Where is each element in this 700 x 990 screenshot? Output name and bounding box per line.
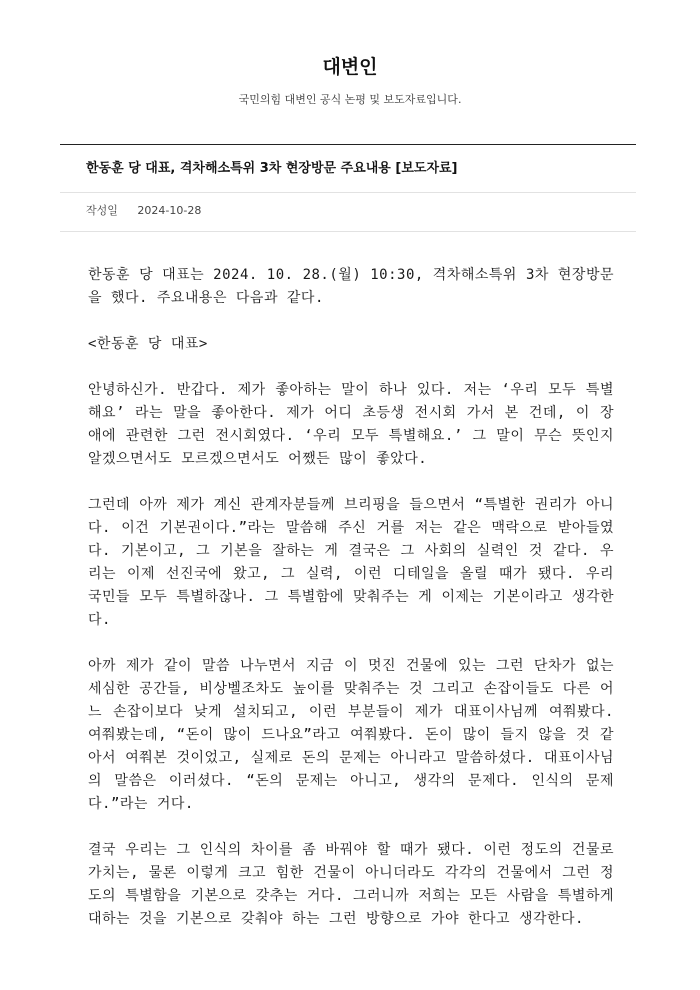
body-paragraph: 안녕하신가. 반갑다. 제가 좋아하는 말이 하나 있다. 저는 ‘우리 모두 특별해요’ 라는 말을 좋아한다. 제가 어디 초등생 전시회 가서 본 건데, 이 장애에 관련한 그런 전시회였다. ‘우리 모두 특별해요.’ 그 말이 무슨 뜻인지 알겠으면서도 모르겠으면서도 어쨌든 많이 좋았다. xyxy=(88,382,614,467)
date-label: 작성일 xyxy=(86,204,118,217)
post-meta xyxy=(86,203,201,219)
meta-divider-top xyxy=(60,192,636,193)
meta-divider-bottom xyxy=(60,231,636,232)
body-paragraph: <한동훈 당 대표> xyxy=(88,336,208,352)
site-header xyxy=(0,0,700,107)
site-title[interactable]: 대변인 xyxy=(322,56,378,78)
body-paragraph: 아까 제가 같이 말씀 나누면서 지금 이 멋진 건물에 있는 그런 단차가 없는 세심한 공간들, 비상벨조차도 높이를 맞춰주는 것 그리고 손잡이들도 다른 어느 손잡이보다 낮게 설치되고, 이런 부분들이 제가 대표이사님께 여쭤봤다. 여쭤봤는데, “돈이 많이 드나요”라고 여쭤봤다. 돈이 많이 들지 않을 것 같아서 여쭤본 것이었고, 실제로 돈의 문제는 아니라고 말씀하셨다. 대표이사님의 말씀은 이러셨다. “돈의 문제는 아니고, 생각의 문제다. 인식의 문제다.”라는 거다. xyxy=(88,658,614,812)
body-paragraph: 한동훈 당 대표는 2024. 10. 28.(월) 10:30, 격차해소특위 3차 현장방문을 했다. 주요내용은 다음과 같다. xyxy=(88,267,614,306)
body-paragraph: 그런데 아까 제가 계신 관계자분들께 브리핑을 들으면서 “특별한 권리가 아니다. 이건 기본권이다.”라는 말씀해 주신 거를 저는 같은 맥락으로 받아들였다. 기본이고, 그 기본을 잘하는 게 결국은 그 사회의 실력인 것 같다. 우리는 이제 선진국에 왔고, 그 실력, 이런 디테일을 올릴 때가 됐다. 우리 국민들 모두 특별하잖나. 그 특별함에 맞춰주는 게 이제는 기본이라고 생각한다. xyxy=(88,497,614,628)
post-date: 2024-10-28 xyxy=(137,204,202,217)
body-paragraph: 결국 우리는 그 인식의 차이를 좀 바꿔야 할 때가 됐다. 이런 정도의 건물로 가치는, 물론 이렇게 크고 힘한 건물이 아니더라도 각각의 건물에서 그런 정도의 특별함을 기본으로 갖추는 거다. 그러니까 저희는 모든 사람을 특별하게 대하는 것을 기본으로 갖춰야 하는 그런 방향으로 가야 한다고 생각한다. xyxy=(88,842,614,927)
site-description: 국민의힘 대변인 공식 논평 및 보도자료입니다. xyxy=(238,93,462,106)
header-divider xyxy=(60,144,636,145)
post-body xyxy=(88,264,614,954)
post-title: 한동훈 당 대표, 격차해소특위 3차 현장방문 주요내용 [보도자료] xyxy=(86,161,458,176)
